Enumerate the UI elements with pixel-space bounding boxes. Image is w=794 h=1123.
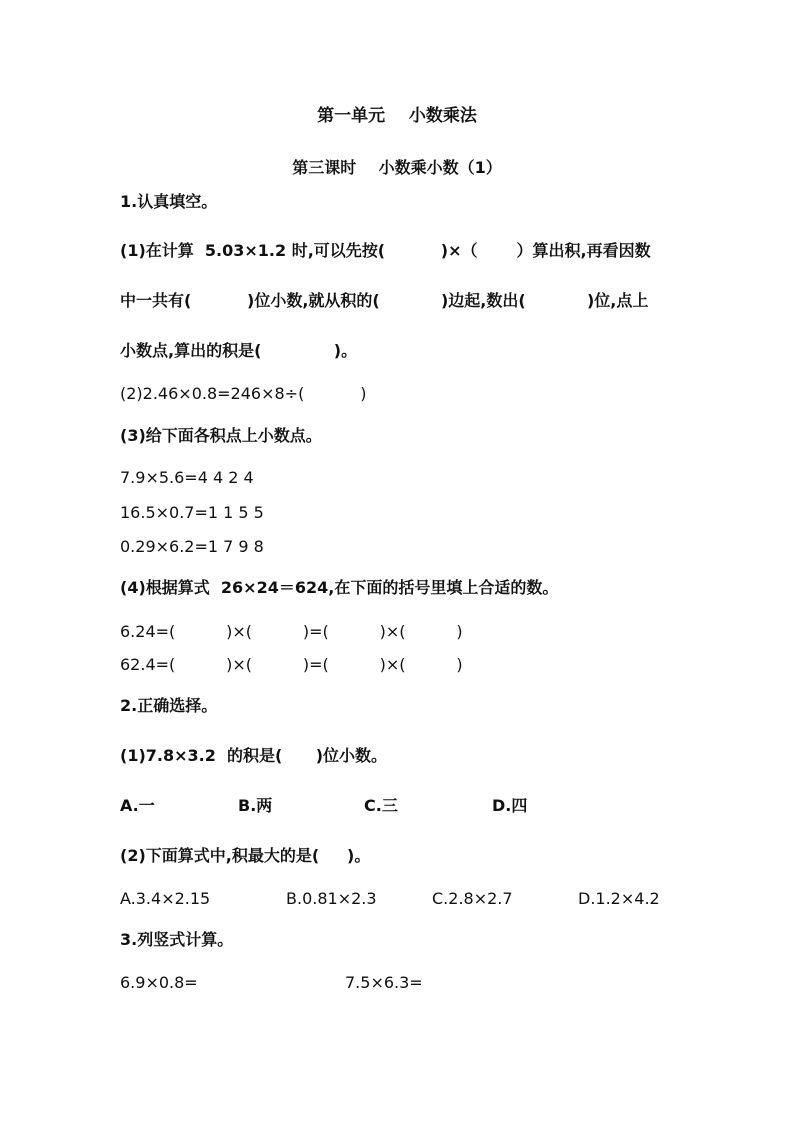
q1-part3-item-1: 7.9×5.6=4 4 2 4 (120, 468, 254, 487)
q1-part3-item-2: 16.5×0.7=1 1 5 5 (120, 503, 264, 522)
q2-part2-option-a: A.3.4×2.15 (120, 889, 211, 908)
q1-heading: 1.认真填空。 (120, 192, 218, 211)
q2-heading: 2.正确选择。 (120, 696, 218, 715)
lesson-subtitle: 第三课时 小数乘小数（1） (292, 158, 502, 177)
q2-part1-option-a: A.一 (120, 796, 155, 815)
q2-part2-option-c: C.2.8×2.7 (432, 889, 513, 908)
q2-part1-option-b: B.两 (238, 796, 273, 815)
q1-part4-item-1: 6.24=( )×( )=( )×( ) (120, 622, 463, 641)
q2-part1: (1)7.8×3.2 的积是( )位小数。 (120, 746, 388, 765)
q1-part4-item-2: 62.4=( )×( )=( )×( ) (120, 655, 463, 674)
q1-part3-item-3: 0.29×6.2=1 7 9 8 (120, 537, 264, 556)
q2-part2-option-d: D.1.2×4.2 (578, 889, 660, 908)
q1-part2: (2)2.46×0.8=246×8÷( ) (120, 384, 367, 403)
q2-part2-option-b: B.0.81×2.3 (286, 889, 377, 908)
q2-part1-option-c: C.三 (364, 796, 398, 815)
q3-item-1: 6.9×0.8= (120, 973, 198, 992)
q1-part4-heading: (4)根据算式 26×24＝624,在下面的括号里填上合适的数。 (120, 578, 559, 597)
q3-heading: 3.列竖式计算。 (120, 930, 234, 949)
q1-part1-line2: 中一共有( )位小数,就从积的( )边起,数出( )位,点上 (120, 291, 649, 310)
q2-part2: (2)下面算式中,积最大的是( )。 (120, 846, 371, 865)
q1-part3-heading: (3)给下面各积点上小数点。 (120, 426, 322, 445)
q1-part1-line1: (1)在计算 5.03×1.2 时,可以先按( )×（ ）算出积,再看因数 (120, 241, 651, 260)
q3-item-2: 7.5×6.3= (345, 973, 423, 992)
q2-part1-option-d: D.四 (492, 796, 528, 815)
page-title: 第一单元 小数乘法 (317, 106, 477, 126)
q1-part1-line3: 小数点,算出的积是( )。 (120, 341, 358, 360)
